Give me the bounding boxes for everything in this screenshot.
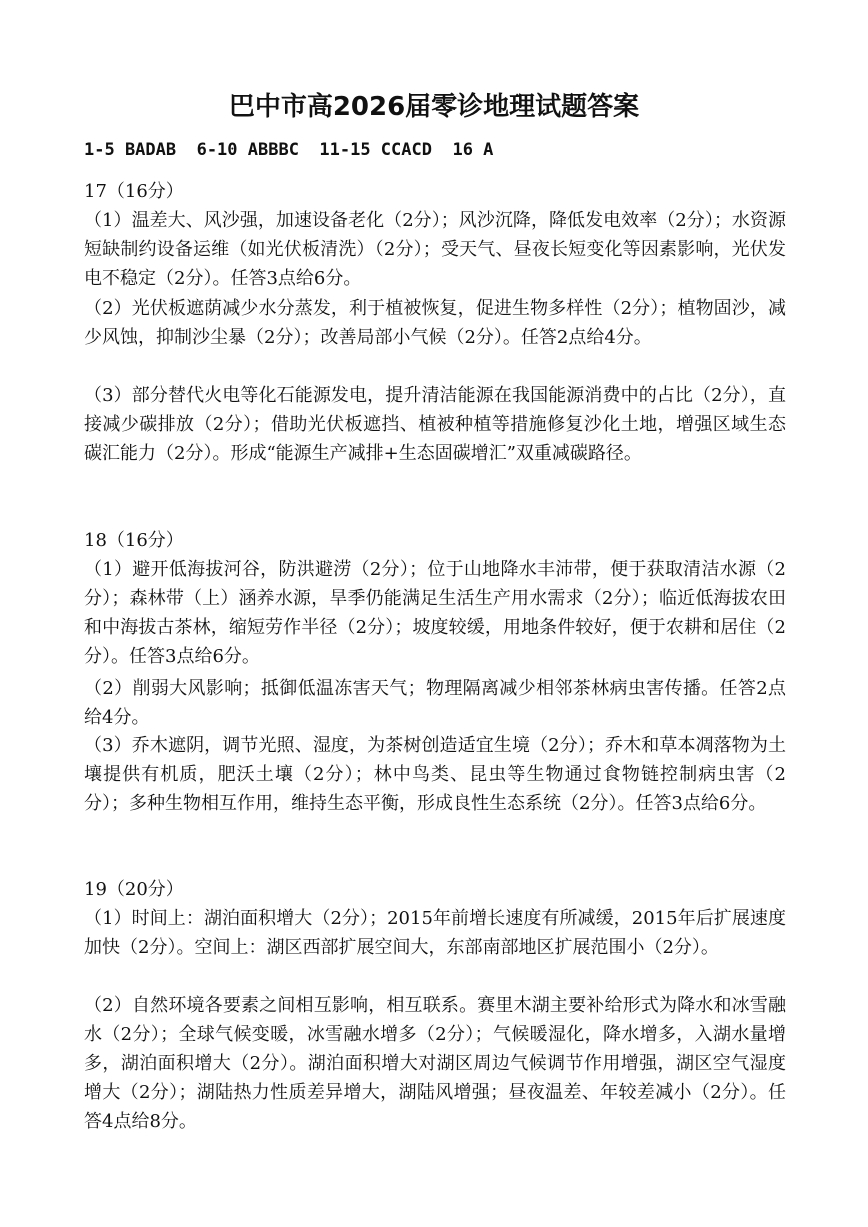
q17-part1: （1）温差大、风沙强，加速设备老化（2分）；风沙沉降，降低发电效率（2分）；水资源短缺制约设备运维（如光伏板清洗）（2分）；受天气、昼夜长短变化等因素影响，光伏发电不稳定（2分）。任答3点给6分。 bbox=[84, 210, 786, 289]
q17-part3: （3）部分替代火电等化石能源发电，提升清洁能源在我国能源消费中的占比（2分），直接减少碳排放（2分）；借助光伏板遮挡、植被种植等措施修复沙化土地，增强区域生态碳汇能力（2分）。形成“能源生产减排+生态固碳增汇”双重减碳路径。 bbox=[84, 385, 786, 464]
choice-answers: 1-5 BADAB 6-10 ABBBC 11-15 CCACD 16 A bbox=[84, 140, 494, 160]
q18-part3: （3）乔木遮阴，调节光照、湿度，为茶树创造适宜生境（2分）；乔木和草本凋落物为土壤提供有机质，肥沃土壤（2分）；林中鸟类、昆虫等生物通过食物链控制病虫害（2分）；多种生物相互作用，维持生态平衡，形成良性生态系统（2分）。任答3点给6分。 bbox=[84, 735, 786, 814]
q18-part1: （1）避开低海拔河谷，防洪避涝（2分）；位于山地降水丰沛带，便于获取清洁水源（2分）；森林带（上）涵养水源，旱季仍能满足生活生产用水需求（2分）；临近低海拔农田和中海拔古茶林，缩短劳作半径（2分）；坡度较缓，用地条件较好，便于农耕和居住（2分）。任答3点给6分。 bbox=[84, 559, 786, 667]
q17-part2: （2）光伏板遮荫减少水分蒸发，利于植被恢复，促进生物多样性（2分）；植物固沙，减少风蚀，抑制沙尘暴（2分）；改善局部小气候（2分）。任答2点给4分。 bbox=[84, 298, 786, 348]
q18-part2: （2）削弱大风影响；抵御低温冻害天气；物理隔离减少相邻茶林病虫害传播。任答2点给4分。 bbox=[84, 678, 786, 728]
q18-heading: 18（16分） bbox=[84, 530, 184, 551]
q19-part1: （1）时间上：湖泊面积增大（2分）；2015年前增长速度有所减缓，2015年后扩展速度加快（2分）。空间上：湖区西部扩展空间大，东部南部地区扩展范围小（2分）。 bbox=[84, 908, 786, 958]
q19-part2: （2）自然环境各要素之间相互影响，相互联系。赛里木湖主要补给形式为降水和冰雪融水（2分）；全球气候变暖，冰雪融水增多（2分）；气候暖湿化，降水增多，入湖水量增多，湖泊面积增大（2分）。湖泊面积增大对湖区周边气候调节作用增强，湖区空气湿度增大（2分）；湖陆热力性质差异增大，湖陆风增强；昼夜温差、年较差减小（2分）。任答4点给8分。 bbox=[84, 995, 786, 1132]
q19-heading: 19（20分） bbox=[84, 879, 184, 900]
q17-heading: 17（16分） bbox=[84, 181, 184, 202]
page-title: 巴中市高2026届零诊地理试题答案 bbox=[228, 92, 640, 122]
